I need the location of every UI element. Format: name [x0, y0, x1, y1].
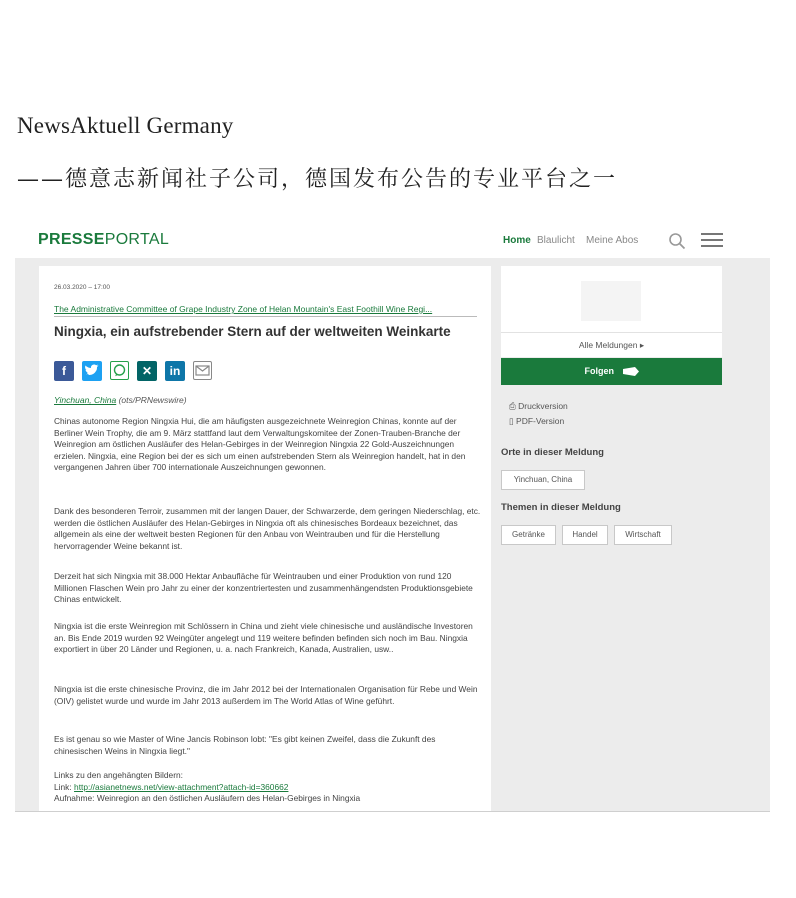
search-icon[interactable]	[668, 232, 686, 250]
linkedin-icon[interactable]: in	[165, 361, 185, 381]
druckversion-link[interactable]	[509, 401, 568, 412]
orte-heading: Orte in dieser Meldung	[501, 447, 604, 458]
mail-icon[interactable]	[193, 361, 212, 380]
xing-icon[interactable]: ✕	[137, 361, 157, 381]
caption-subtitle: ——德意志新闻社子公司，德国发布公告的专业平台之一	[17, 167, 618, 192]
article-paragraph: Derzeit hat sich Ningxia mit 38.000 Hektar Anbaufläche für Weintrauben und einer Produktion von rund 120 Millionen Flaschen Wein pro Jahr zu einer der konzentriertesten und zusammenhängendsten Produktionsgebiete Chinas entwickelt.	[54, 571, 473, 605]
image-caption: Aufnahme: Weinregion an den östlichen Ausläufern des Helan-Gebirges in Ningxia	[54, 793, 361, 804]
twitter-icon[interactable]	[82, 361, 102, 381]
sidebar-info	[501, 385, 722, 812]
article-paragraph: Dank des besonderen Terroir, zusammen mit der langen Dauer, der Schwarzerde, dem geringen Niederschlag, etc. werden die östlichen Ausläufer des Helan-Gebirges in Ningxia oft als chinesisches Bordeaux bezeichnet, das allgemein als eine der weltweit besten Regionen für den Anbau von Weintrauben und für die Herstellung hervorragender Weine bekannt ist.	[54, 506, 481, 551]
caption-title: NewsAktuell Germany	[17, 113, 234, 138]
article-date: 26.03.2020 – 17:00	[54, 284, 111, 291]
logo-rest: PORTAL	[104, 231, 170, 248]
article-paragraph: Ningxia ist die erste chinesische Provinz, die im Jahr 2012 bei der Internationalen Organisation für Rebe und Wein (OIV) gelistet wurde und wurde im Jahr 2013 außerdem im The World Atlas of Wine geführt.	[54, 684, 478, 706]
sidebar-logo-card	[501, 266, 722, 332]
print-icon: ⎙	[509, 401, 519, 411]
nav-home[interactable]: Home	[503, 235, 531, 246]
whatsapp-icon[interactable]	[110, 361, 129, 380]
follow-icon	[623, 367, 639, 376]
logo-bold: PRESSE	[38, 231, 105, 248]
druckversion-label: Druckversion	[518, 401, 568, 411]
tag-handel[interactable]: Handel	[562, 525, 608, 545]
attachment-link-row	[54, 782, 482, 794]
article-title: Ningxia, ein aufstrebender Stern auf der weltweiten Weinkarte	[54, 324, 451, 339]
presseportal-screenshot	[15, 224, 770, 812]
folgen-button[interactable]	[501, 358, 722, 385]
alle-meldungen-link[interactable]: Alle Meldungen ▸	[501, 332, 722, 357]
article-paragraph: Es ist genau so wie Master of Wine Jancis Robinson lobt: "Es gibt keinen Zweifel, dass die Zukunft des chinesischen Weins in Ningxia liegt."	[54, 734, 436, 756]
links-label: Links zu den angehängten Bildern:	[54, 770, 183, 780]
location-link[interactable]: Yinchuan, China	[54, 395, 117, 405]
link-prefix: Link:	[54, 781, 75, 792]
nav-blaulicht[interactable]: Blaulicht	[537, 235, 575, 246]
divider	[54, 316, 477, 317]
facebook-icon[interactable]: f	[54, 361, 74, 381]
tag-yinchuan[interactable]: Yinchuan, China	[501, 470, 585, 490]
pdf-icon: ▯	[509, 416, 517, 426]
pdf-version-label: PDF-Version	[516, 416, 565, 426]
nav-meine-abos[interactable]: Meine Abos	[586, 235, 639, 246]
tag-getraenke[interactable]: Getränke	[501, 525, 556, 545]
attachment-links	[54, 770, 482, 805]
presseportal-logo[interactable]	[38, 231, 169, 249]
themen-heading: Themen in dieser Meldung	[501, 502, 621, 513]
dateline	[54, 395, 187, 405]
screenshot-bottom-edge	[15, 811, 770, 812]
folgen-label: Folgen	[584, 366, 614, 376]
top-bar	[15, 224, 770, 258]
hamburger-menu-icon[interactable]	[701, 233, 723, 249]
pdf-version-link[interactable]	[509, 416, 564, 427]
provider-link[interactable]: The Administrative Committee of Grape Industry Zone of Helan Mountain's East Foothill Wine Regi...	[54, 304, 433, 314]
article-paragraph: Chinas autonome Region Ningxia Hui, die am häufigsten ausgezeichnete Weinregion Chinas, konnte auf der Berliner Wein Trophy, die am 9. März stattfand laut dem Verwaltungskomitee der Zonen-Trauben-Branche der Weinregion am östlichen Ausläufer des Helan-Gebirges in der Weinregion Ningxia 22 Gold-Auszeichnungen erzielen. Ningxia, eine Region bei der es sich um einen aufstrebenden Stern als Weinregion handelt, hat in den vergangenen Jahren über 700 internationale Auszeichnungen gewonnen.	[54, 416, 466, 473]
dateline-source: (ots/PRNewswire)	[116, 395, 187, 405]
company-logo	[581, 281, 641, 321]
article-card	[39, 266, 491, 812]
article-paragraph: Ningxia ist die erste Weinregion mit Schlössern in China und zieht viele chinesische und ausländische Investoren an. Bis Ende 2019 wurden 92 Weingüter angelegt und 119 weitere befinden befinden sich noch im Bau. Ningxia exportiert in über 20 Länder und Regionen, u. a. nach Frankreich, Kanada, Australien, usw..	[54, 621, 473, 655]
attachment-link[interactable]: http://asianetnews.net/view-attachment?attach-id=360662	[74, 781, 289, 792]
tag-wirtschaft[interactable]: Wirtschaft	[614, 525, 672, 545]
